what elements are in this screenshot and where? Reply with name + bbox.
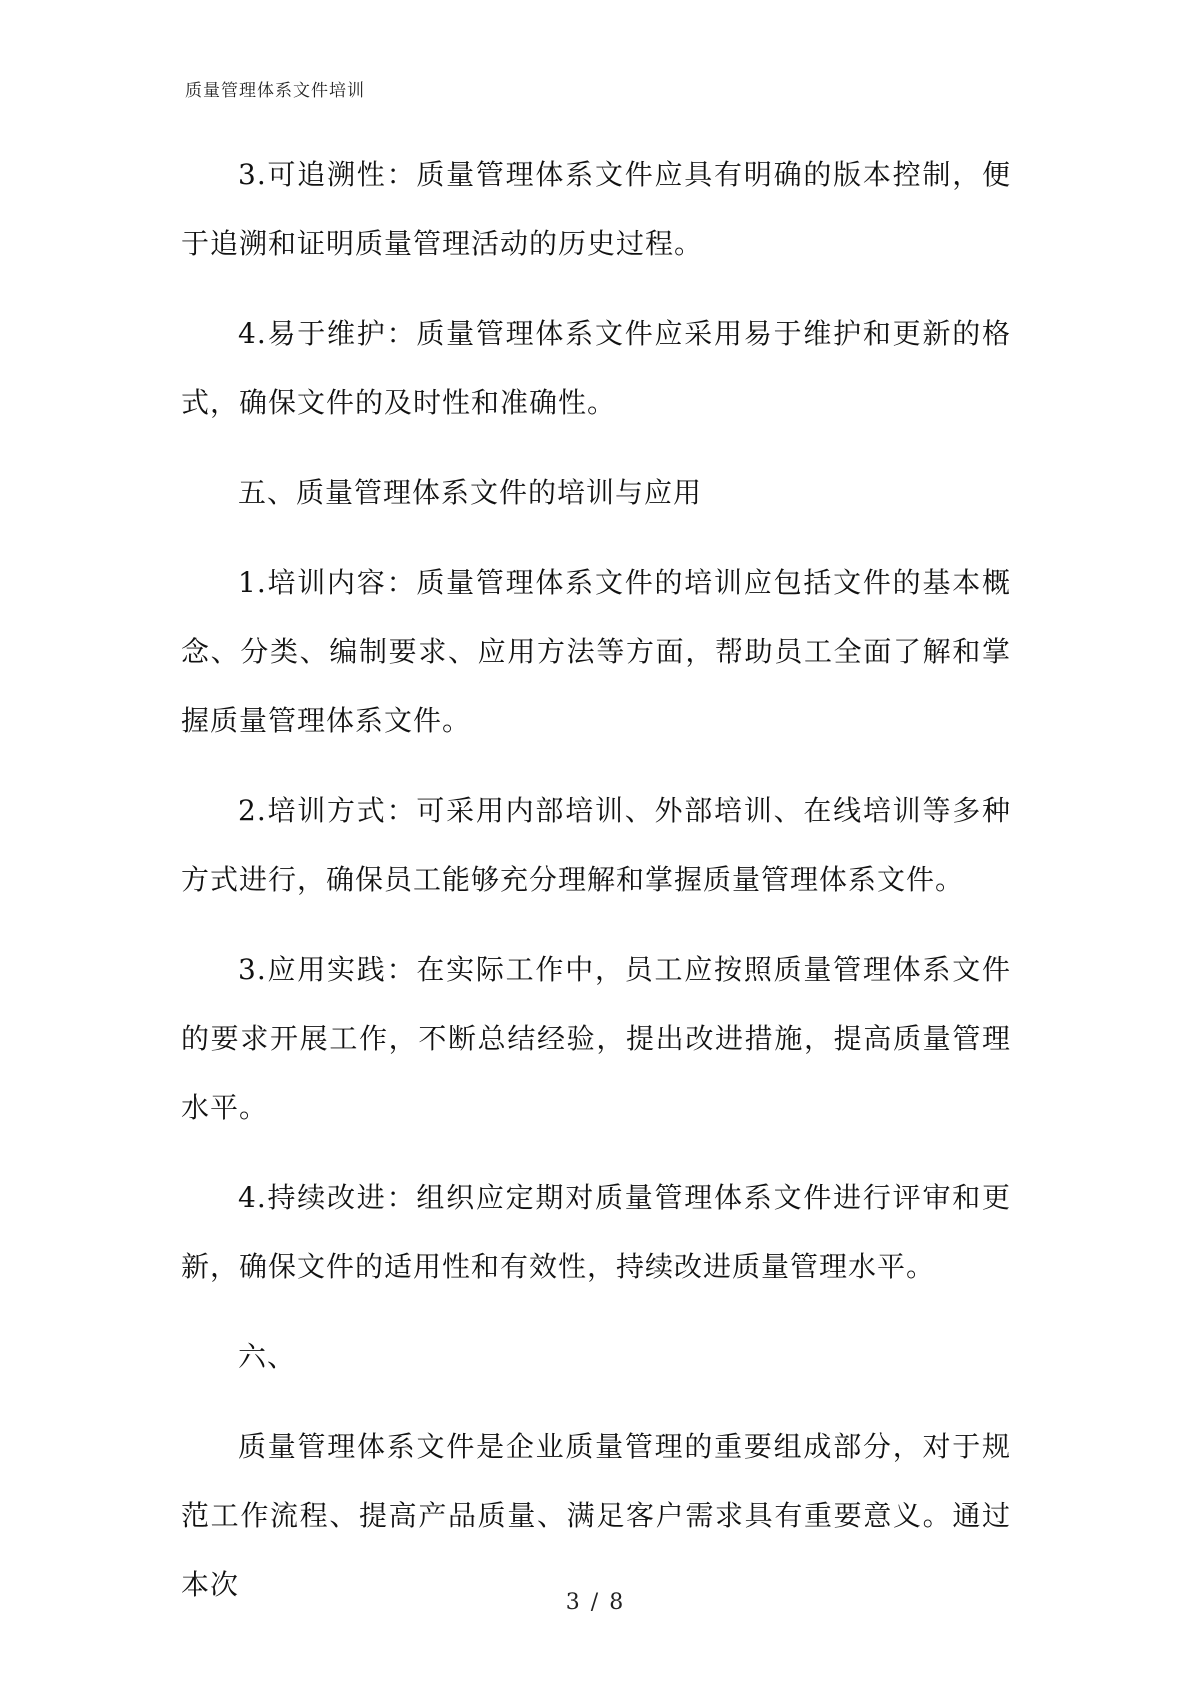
document-body xyxy=(181,140,1011,1640)
paragraph-maintainability: 4.易于维护：质量管理体系文件应采用易于维护和更新的格式，确保文件的及时性和准确性。 xyxy=(181,317,1011,419)
paragraph-training-method: 2.培训方式：可采用内部培训、外部培训、在线培训等多种方式进行，确保员工能够充分理解和掌握质量管理体系文件。 xyxy=(181,794,1011,896)
paragraph-continuous-improvement: 4.持续改进：组织应定期对质量管理体系文件进行评审和更新，确保文件的适用性和有效性，持续改进质量管理水平。 xyxy=(181,1181,1011,1283)
section-heading-six: 六、 xyxy=(238,1340,297,1373)
page-number: 3 / 8 xyxy=(565,1590,626,1615)
section-heading-training-application: 五、质量管理体系文件的培训与应用 xyxy=(238,476,703,509)
paragraph-training-content: 1.培训内容：质量管理体系文件的培训应包括文件的基本概念、分类、编制要求、应用方法等方面，帮助员工全面了解和掌握质量管理体系文件。 xyxy=(181,566,1011,737)
paragraph-traceability: 3.可追溯性：质量管理体系文件应具有明确的版本控制，便于追溯和证明质量管理活动的历史过程。 xyxy=(181,158,1011,260)
paragraph-application-practice: 3.应用实践：在实际工作中，员工应按照质量管理体系文件的要求开展工作，不断总结经验，提出改进措施，提高质量管理水平。 xyxy=(181,953,1011,1124)
page-header-title: 质量管理体系文件培训 xyxy=(185,81,365,101)
paragraph-conclusion: 质量管理体系文件是企业质量管理的重要组成部分，对于规范工作流程、提高产品质量、满足客户需求具有重要意义。通过本次 xyxy=(181,1430,1011,1601)
